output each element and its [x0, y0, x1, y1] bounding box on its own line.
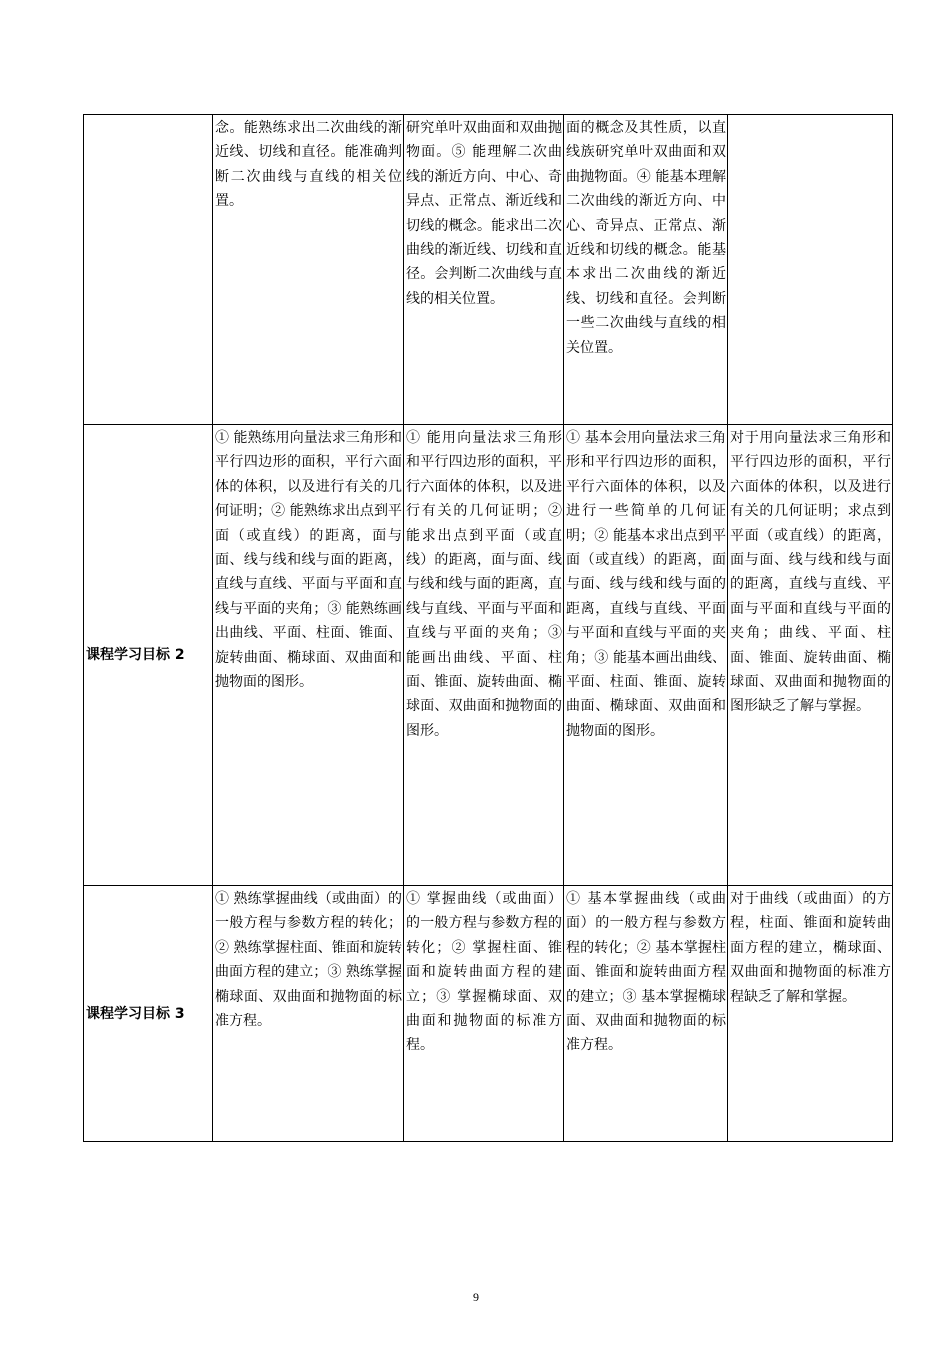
criteria-pass: ① 基本掌握曲线（或曲面）的一般方程与参数方程的转化；② 基本掌握柱面、锥面和旋转曲面方程的建立；③ 基本掌握椭球面、双曲面和抛物面的标准方程。 — [564, 886, 728, 1142]
criteria-excellent: 念。能熟练求出二次曲线的渐近线、切线和直径。能准确判断二次曲线与直线的相关位置。 — [213, 115, 404, 425]
row-label: 课程学习目标 3 — [84, 886, 213, 1142]
row-label: 课程学习目标 2 — [84, 425, 213, 886]
criteria-good: 研究单叶双曲面和双曲抛物面。⑤ 能理解二次曲线的渐近方向、中心、奇异点、正常点、渐近线和切线的概念。能求出二次曲线的渐近线、切线和直径。会判断二次曲线与直线的相关位置。 — [404, 115, 564, 425]
table-row — [84, 115, 893, 425]
page-number: 9 — [473, 1290, 479, 1304]
rubric-table — [83, 114, 893, 1142]
table-row — [84, 886, 893, 1142]
criteria-good: ① 掌握曲线（或曲面）的一般方程与参数方程的转化；② 掌握柱面、锥面和旋转曲面方程的建立；③ 掌握椭球面、双曲面和抛物面的标准方程。 — [404, 886, 564, 1142]
row-label — [84, 115, 213, 425]
criteria-good: ① 能用向量法求三角形和平行四边形的面积，平行六面体的体积，以及进行有关的几何证明；② 能求出点到平面（或直线）的距离，面与面、线与线和线与面的距离，直线与直线、平面与平面和直线与平面的夹角；③ 能画出曲线、平面、柱面、锥面、旋转曲面、椭球面、双曲面和抛物面的图形。 — [404, 425, 564, 886]
criteria-pass: ① 基本会用向量法求三角形和平行四边形的面积，平行六面体的体积，以及进行一些简单的几何证明；② 能基本求出点到平面（或直线）的距离，面与面、线与线和线与面的距离，直线与直线、平面与平面和直线与平面的夹角；③ 能基本画出曲线、平面、柱面、锥面、旋转曲面、椭球面、双曲面和抛物面的图形。 — [564, 425, 728, 886]
criteria-excellent: ① 能熟练用向量法求三角形和平行四边形的面积，平行六面体的体积，以及进行有关的几何证明；② 能熟练求出点到平面（或直线）的距离，面与面、线与线和线与面的距离，直线与直线、平面与平面和直线与平面的夹角；③ 能熟练画出曲线、平面、柱面、锥面、旋转曲面、椭球面、双曲面和抛物面的图形。 — [213, 425, 404, 886]
criteria-excellent: ① 熟练掌握曲线（或曲面）的一般方程与参数方程的转化；② 熟练掌握柱面、锥面和旋转曲面方程的建立；③ 熟练掌握椭球面、双曲面和抛物面的标准方程。 — [213, 886, 404, 1142]
criteria-fail: 对于曲线（或曲面）的方程，柱面、锥面和旋转曲面方程的建立，椭球面、双曲面和抛物面的标准方程缺乏了解和掌握。 — [728, 886, 893, 1142]
table-row — [84, 425, 893, 886]
criteria-fail — [728, 115, 893, 425]
criteria-pass: 面的概念及其性质，以直线族研究单叶双曲面和双曲抛物面。④ 能基本理解二次曲线的渐近方向、中心、奇异点、正常点、渐近线和切线的概念。能基本求出二次曲线的渐近线、切线和直径。会判断一些二次曲线与直线的相关位置。 — [564, 115, 728, 425]
criteria-fail: 对于用向量法求三角形和平行四边形的面积，平行六面体的体积，以及进行有关的几何证明；求点到平面（或直线）的距离，面与面、线与线和线与面的距离，直线与直线、平面与平面和直线与平面的夹角；曲线、平面、柱面、锥面、旋转曲面、椭球面、双曲面和抛物面的图形缺乏了解与掌握。 — [728, 425, 893, 886]
